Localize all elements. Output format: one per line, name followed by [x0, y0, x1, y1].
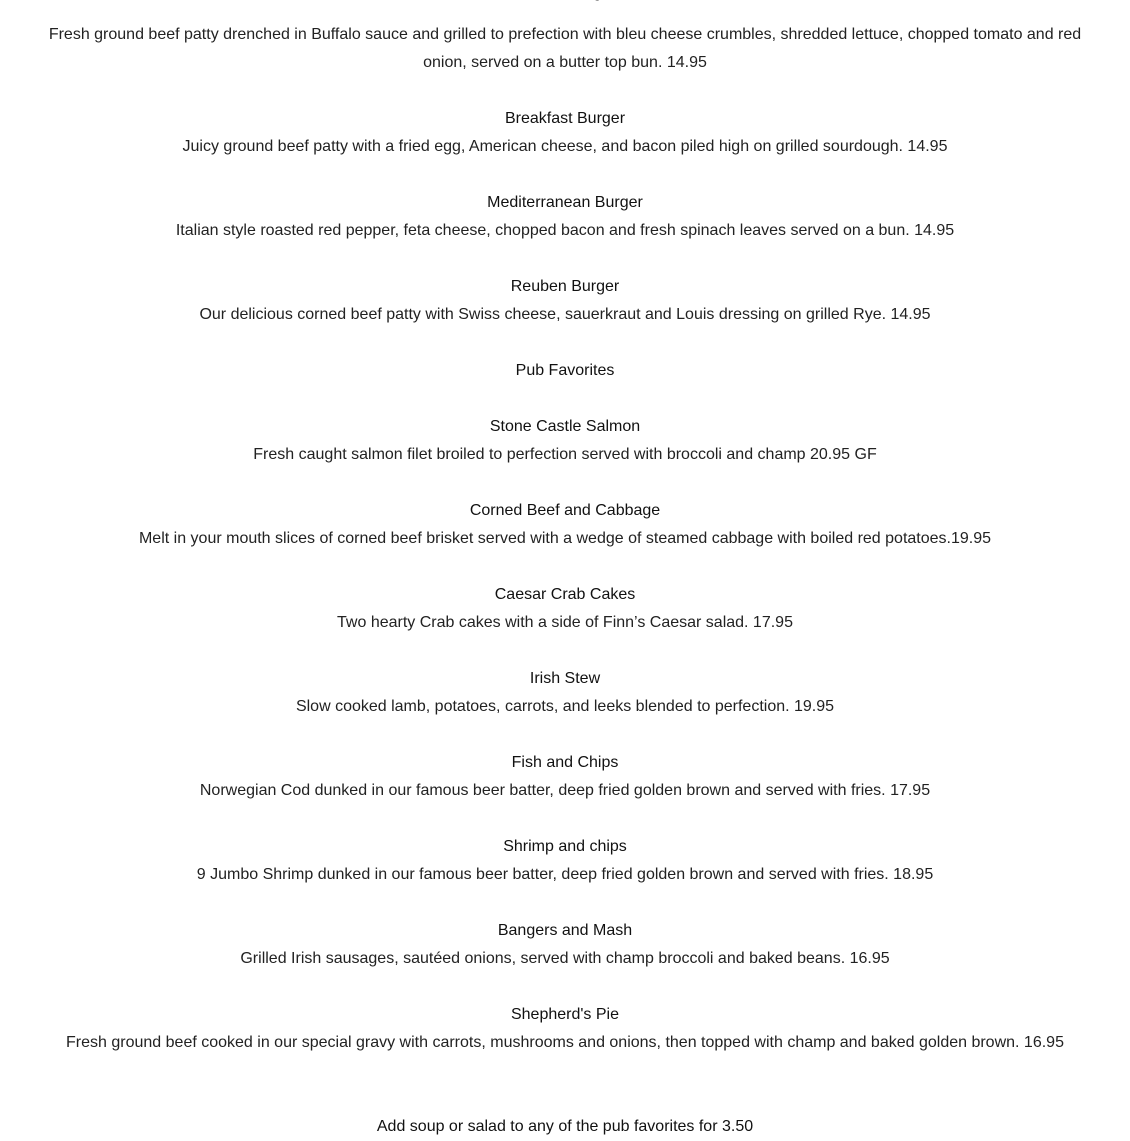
spacer — [0, 805, 1130, 833]
menu-item-title-fish-chips: Fish and Chips — [511, 754, 619, 771]
menu-item-desc-reuben-burger: Our delicious corned beef patty with Swiss cheese, sauerkraut and Louis dressing on grilled Rye. 14.95 — [199, 306, 931, 323]
menu-item-title-corned-beef: Corned Beef and Cabbage — [469, 502, 661, 519]
menu-item-title-buffalo-burger — [0, 0, 1130, 7]
spacer — [0, 77, 1130, 105]
menu-item-title-bangers-mash: Bangers and Mash — [497, 922, 633, 939]
menu-item-desc-crab-cakes: Two hearty Crab cakes with a side of Finn’s Caesar salad. 17.95 — [337, 614, 793, 631]
menu-item-desc-breakfast-burger: Juicy ground beef patty with a fried egg, American cheese, and bacon piled high on grilled sourdough. 14.95 — [182, 138, 948, 155]
spacer — [0, 637, 1130, 665]
menu-item-desc-corned-beef: Melt in your mouth slices of corned beef brisket served with a wedge of steamed cabbage with boiled red potatoes.19.95 — [138, 530, 992, 547]
spacer — [0, 329, 1130, 357]
spacer — [0, 161, 1130, 189]
menu-item-title-shepherds-pie: Shepherd's Pie — [510, 1006, 619, 1023]
spacer — [0, 469, 1130, 497]
menu-item-desc-fish-chips: Norwegian Cod dunked in our famous beer batter, deep fried golden brown and served with fries. 17.95 — [199, 782, 931, 799]
menu-item-desc-salmon: Fresh caught salmon filet broiled to perfection served with broccoli and champ 20.95 GF — [253, 446, 877, 463]
menu-item-title-shrimp-chips: Shrimp and chips — [503, 838, 627, 855]
menu-item-desc-shepherds-pie: Fresh ground beef cooked in our special gravy with carrots, mushrooms and onions, then topped with champ and baked golden brown. 16.95 — [66, 1034, 1064, 1051]
menu-item-desc-irish-stew: Slow cooked lamb, potatoes, carrots, and leeks blended to perfection. 19.95 — [295, 698, 835, 715]
section-title-pub-favorites: Pub Favorites — [515, 362, 615, 379]
spacer — [0, 973, 1130, 1001]
menu-item-desc-buffalo-burger: Fresh ground beef patty drenched in Buffalo sauce and grilled to prefection with bleu cheese crumbles, shredded lettuce, chopped tomato and red onion, served on a butter top bun. 14.95 — [48, 26, 1082, 71]
menu-item-title-irish-stew: Irish Stew — [529, 670, 601, 687]
spacer — [0, 553, 1130, 581]
menu-item-title-reuben-burger: Reuben Burger — [510, 278, 620, 295]
menu-item-desc-bangers-mash: Grilled Irish sausages, sautéed onions, served with champ broccoli and baked beans. 16.95 — [240, 950, 890, 967]
spacer — [0, 1057, 1130, 1113]
menu-item-desc-mediterranean-burger: Italian style roasted red pepper, feta cheese, chopped bacon and fresh spinach leaves served on a bun. 14.95 — [175, 222, 955, 239]
partial-title-row — [0, 0, 1130, 21]
menu-item-title-crab-cakes: Caesar Crab Cakes — [494, 586, 636, 603]
spacer — [0, 385, 1130, 413]
spacer — [0, 889, 1130, 917]
menu-item-title-breakfast-burger: Breakfast Burger — [504, 110, 626, 127]
spacer — [0, 245, 1130, 273]
spacer — [0, 721, 1130, 749]
menu-item-desc-shrimp-chips: 9 Jumbo Shrimp dunked in our famous beer batter, deep fried golden brown and served with fries. 18.95 — [196, 866, 934, 883]
menu-item-title-mediterranean-burger: Mediterranean Burger — [487, 194, 643, 211]
menu-item-title-salmon: Stone Castle Salmon — [489, 418, 641, 435]
footer-note: Add soup or salad to any of the pub favorites for 3.50 — [376, 1118, 754, 1135]
